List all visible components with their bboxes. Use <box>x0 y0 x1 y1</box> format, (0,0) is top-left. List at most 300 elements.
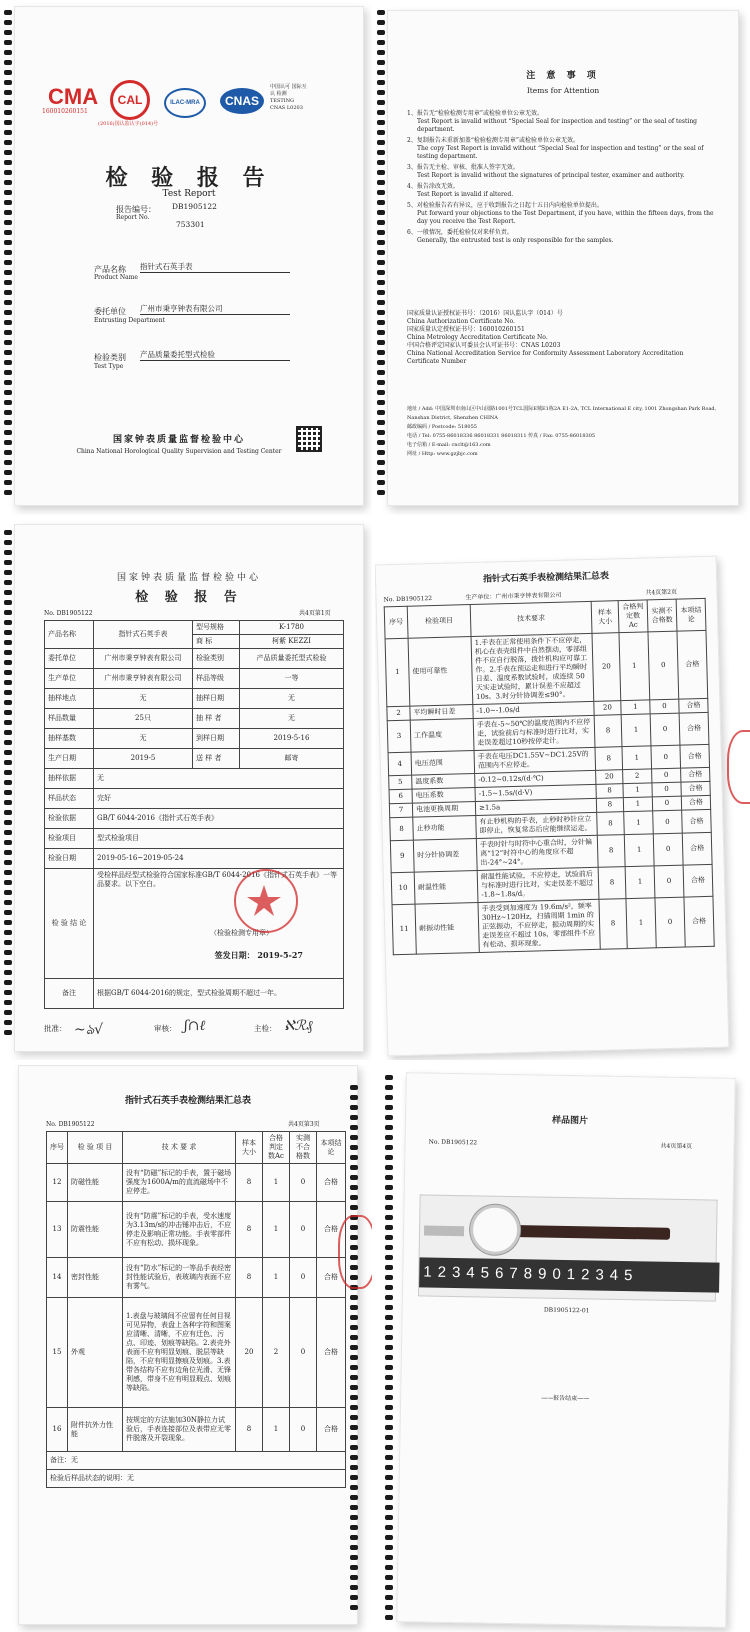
attention-title-en: Items for Attention <box>526 86 600 95</box>
field-value: 广州市秉亨钟表有限公司 <box>94 669 193 689</box>
table-row <box>47 1452 346 1470</box>
attention-page <box>387 10 739 506</box>
table-cell: 有止秒机构的手表，止秒时秒针应立即停止，恢复常态后应能继续运走。 <box>476 812 598 838</box>
sample-caption: DB1905122-01 <box>543 1306 590 1315</box>
field-value: 2019-5-16 <box>240 729 344 749</box>
table-row <box>45 829 344 849</box>
column-header: 合格判定数Ac <box>263 1132 290 1164</box>
sample-page-count: 共4页第4页 <box>660 1142 693 1151</box>
binding-spiral <box>4 530 14 1040</box>
table-row <box>45 809 344 829</box>
attention-item: Test Report is invalid without the signatures of principal tester, examiner and authority. <box>417 172 685 179</box>
watch-face <box>470 1204 521 1255</box>
attention-title: 注 意 事 项 <box>526 71 600 81</box>
field-label: 抽样基数 <box>45 729 94 749</box>
report-no-label: 报告编号： <box>116 205 156 214</box>
sample-page <box>396 1072 736 1628</box>
report-no-value: DB1905122 <box>172 202 217 211</box>
table-cell: 6 <box>389 789 412 804</box>
table-cell: 0 <box>290 1202 317 1258</box>
column-header: 检 验 项 目 <box>68 1132 123 1164</box>
field-value: 指针式石英手表 <box>94 621 193 649</box>
field-value: 一等 <box>240 669 344 689</box>
field-label: 生产单位 <box>45 669 94 689</box>
table-cell: 0 <box>650 713 680 746</box>
table-cell: 16 <box>47 1408 68 1452</box>
table-cell: 工作温度 <box>410 719 474 753</box>
cma-number: 160010260151 <box>42 108 88 115</box>
table-cell: 合格 <box>682 832 712 865</box>
table-cell: 8 <box>236 1164 263 1202</box>
table-row <box>45 649 344 669</box>
report-no-en: Report No. <box>116 214 150 221</box>
sample-image <box>418 1194 718 1301</box>
cma-logo: CMA <box>48 84 99 109</box>
product-name-value: 指针式石英手表 <box>140 262 290 273</box>
field-label: 样品等级 <box>193 669 240 689</box>
table-cell: 0 <box>650 699 679 714</box>
table-cell: 20 <box>236 1298 263 1408</box>
table-cell: 时分针协调差 <box>413 838 477 872</box>
remark-cell: 备注：无 <box>47 1452 346 1470</box>
summary2-page-count: 共4页第3页 <box>288 1121 320 1128</box>
table-cell: 合格 <box>681 795 710 810</box>
table-cell: 0 <box>290 1298 317 1408</box>
attention-item: The copy Test Report is invalid without “Special Seal for inspection and testing” or the seal of testing department. <box>417 145 704 160</box>
attention-photo <box>375 0 750 515</box>
field-label: 抽样地点 <box>45 689 94 709</box>
binding-spiral <box>350 1085 360 1615</box>
sample-photo <box>375 1065 750 1632</box>
table-cell: 14 <box>47 1258 68 1298</box>
table-row <box>47 1202 346 1258</box>
table-cell: 8 <box>597 835 625 868</box>
table-cell: 20 <box>592 633 621 702</box>
ruler: 123456789012345 <box>419 1257 719 1292</box>
cover-page <box>14 6 364 506</box>
table-cell: 合格 <box>681 767 710 782</box>
report-page-count: 共4页第1页 <box>299 610 331 617</box>
table-row <box>45 749 344 769</box>
product-name-label: 产品名称 <box>94 265 126 274</box>
table-cell: 手表时针与时符中心重合时，分针偏离“12”时符中心的角度应不超出-24°~24°。 <box>476 835 598 870</box>
cover-title-en: Test Report <box>162 189 216 199</box>
center-name: 国家钟表质量监督检验中心 <box>112 435 245 445</box>
table-cell: 没有“防磁”标记的手表，置于磁场强度为1600A/m的直流磁场中不应停走。 <box>123 1164 236 1202</box>
table-cell: 7 <box>389 803 412 818</box>
table-cell: 2 <box>387 706 410 721</box>
table-cell: 合格 <box>679 712 709 745</box>
report-table <box>44 620 344 1009</box>
table-cell: 手表在-5~50℃的温度范围内不应停走，试验前后与标准时进行比对，实走误差超过10秒按停走计。 <box>473 715 595 750</box>
table-cell: 8 <box>390 817 414 841</box>
table-cell: 防震性能 <box>68 1202 123 1258</box>
table-cell: 合格 <box>317 1202 346 1258</box>
field-value: 无 <box>94 729 193 749</box>
table-cell: 2 <box>623 769 652 784</box>
table-row <box>47 1298 346 1408</box>
table-cell: -0.12~0.12s/(d·℃) <box>475 770 596 787</box>
report-end: ——报告结束—— <box>541 1394 590 1403</box>
table-cell: 合格 <box>317 1258 346 1298</box>
table-cell: 20 <box>596 770 623 785</box>
table-cell: 0 <box>653 833 683 866</box>
table-row <box>392 896 714 954</box>
table-cell: 电压范围 <box>411 751 475 776</box>
test-type-en: Test Type <box>94 363 124 370</box>
table-row <box>45 979 344 1009</box>
cal-number: (2016)国认监认字(014)号 <box>98 121 159 127</box>
attention-item: 1、报告无“检验检测专用章”或检验单位公章无效。 <box>407 110 543 117</box>
edge-seal <box>338 1215 372 1289</box>
field-value: 邮寄 <box>240 749 344 769</box>
table-row <box>45 669 344 689</box>
attention-item: 6、一般情况，委托检验仅对来样负责。 <box>407 229 513 236</box>
review-signature: ʃ∩ℓ <box>184 1018 206 1034</box>
table-cell: 20 <box>594 701 621 716</box>
field-label: 产品名称 <box>45 621 94 649</box>
table-cell: 使用可靠性 <box>408 637 473 707</box>
attention-item: Put forward your objections to the Test Department, if you have, within the fifteen days, from the day you receive the Test Report. <box>417 210 714 225</box>
table-cell: 1.手表在正常使用条件下不应停走，机心在表壳组件中自然摆动，零部组件不应自行脱落，拨针机构应可靠工作。2.手表在预运走和进行平均瞬时日差、温度系数试验时，成连续 50 天实走试验时，累计误差不应超过 10s。3.时分针协调差≤90°。 <box>471 633 594 704</box>
table-cell: 合格 <box>317 1408 346 1452</box>
summary2-title: 指针式石英手表检测结果汇总表 <box>124 1096 251 1106</box>
table-cell: 1 <box>263 1408 290 1452</box>
summary1-table <box>384 598 715 955</box>
attention-item: 3、报告无主检、审核、批准人签字无效。 <box>407 164 519 171</box>
certificate-line: China Authorization Certificate No. <box>407 318 515 325</box>
column-header: 样本大小 <box>591 601 619 634</box>
table-cell: 没有“防震”标记的手表，受水速度为3.13m/s的冲击锤冲击后，不应停走及影响正常功能。手表零部件不应有松动、损坏现象。 <box>123 1202 236 1258</box>
table-cell: 1 <box>625 866 655 899</box>
table-cell: 1 <box>263 1258 290 1298</box>
report-number: No. DB1905122 <box>44 610 93 617</box>
table-cell: 附件抗外力性能 <box>68 1408 123 1452</box>
table-cell: 8 <box>596 784 623 799</box>
column-header: 实测不合格数 <box>647 599 677 632</box>
field-value: GB/T 6044-2016《指针式石英手表》 <box>94 809 344 829</box>
table-cell: 11 <box>392 904 416 955</box>
table-row <box>45 621 344 635</box>
field-label: 到样日期 <box>193 729 240 749</box>
table-cell: 8 <box>594 715 622 748</box>
table-cell: 合格 <box>684 896 714 947</box>
stamp-note: （检验检测专用章） <box>210 929 273 937</box>
table-cell: 手表受到加速度为 19.6m/s²，频率 30Hz~120Hz，扫描周期 1min 的正弦振动，不应停走，振动周期的实走误差应不超过 10s，零部组件不应有松动、损坏现象。 <box>478 899 600 952</box>
table-cell: 1 <box>619 632 650 701</box>
table-cell: 合格 <box>680 744 710 768</box>
table-cell: 9 <box>390 840 414 873</box>
summary1-photo <box>375 520 750 1060</box>
table-cell: 耐温性能试验，不应停走，试验前后与标准时进行比对，实走误差不超过 -1.8~1.8s/d。 <box>477 867 599 902</box>
summary1-title: 指针式石英手表检测结果汇总表 <box>482 571 610 585</box>
table-row <box>45 769 344 789</box>
table-cell: 0 <box>290 1164 317 1202</box>
table-cell: 电压系数 <box>412 788 475 804</box>
certificate-line: 中国合格评定国家认可委员会认可证书号：CNAS L0203 <box>407 342 561 349</box>
cnas-logo: CNAS <box>220 88 264 114</box>
ilac-logo: ILAC-MRA <box>164 88 206 118</box>
certificate-line: China National Accreditation Service for Conformity Assessment Laboratory Accreditation Certificate Number <box>407 350 684 365</box>
contact-info <box>407 405 717 459</box>
summary2-number: No. DB1905122 <box>46 1121 95 1128</box>
center-name-en: China National Horological Quality Supervision and Testing Center <box>76 448 282 455</box>
test-type-label: 检验类别 <box>94 353 126 362</box>
field-label: 检验依据 <box>45 809 94 829</box>
field-value: 无 <box>94 769 344 789</box>
table-cell: 合格 <box>317 1298 346 1408</box>
table-cell: 平均瞬时日差 <box>410 705 473 721</box>
qr-code <box>296 426 322 452</box>
entrusting-en: Entrusting Department <box>94 317 165 324</box>
report-center: 国家钟表质量监督检验中心 <box>116 573 261 583</box>
field-label: 商 标 <box>193 635 240 649</box>
attention-item: 2、复制报告未重新加盖“检验检测专用章”或检验单位公章无效。 <box>407 137 579 144</box>
column-header: 技 术 要 求 <box>123 1132 236 1164</box>
report-title: 检 验 报 告 <box>135 590 243 605</box>
field-value: 无 <box>240 709 344 729</box>
field-label: 抽样依据 <box>45 769 94 789</box>
cover-photo <box>0 0 372 515</box>
table-cell: 12 <box>47 1164 68 1202</box>
field-value: 完好 <box>94 789 344 809</box>
table-cell: 5 <box>389 775 412 790</box>
summary1-producer: 生产单位：广州市秉亨钟表有限公司 <box>465 591 562 602</box>
certificate-line: China Metrology Accreditation Certificate No. <box>407 334 548 341</box>
table-row <box>45 729 344 749</box>
table-row <box>47 1164 346 1202</box>
table-cell: 15 <box>47 1298 68 1408</box>
field-label: 生产日期 <box>45 749 94 769</box>
column-header: 序号 <box>47 1132 68 1164</box>
table-cell: 0 <box>652 796 681 811</box>
table-cell: 密封性能 <box>68 1258 123 1298</box>
table-cell: 0 <box>652 768 681 783</box>
table-cell: 没有“防水”标记的一等品手表经密封性能试验后，表玻璃内表面不应有雾气。 <box>123 1258 236 1298</box>
table-cell: 耐温性能 <box>414 870 478 904</box>
table-cell: 1.表盘与玻璃间不应留有任何目视可见异物，表盘上各种字符和图案应清晰、清晰，不应有迁色、污点、印迹、划痕等缺陷。2.表壳外表面不应有明显划痕、脱层等缺陷，不应有明显擦痕及划痕。3.表带各结构不应有边角位光滑、无锋利感，带身不应有明显瑕点、划痕等缺陷。 <box>123 1298 236 1408</box>
edge-seal <box>727 730 750 804</box>
field-value: K-1780 <box>240 621 344 635</box>
column-header: 技术要求 <box>470 601 592 636</box>
field-value: 无 <box>94 689 193 709</box>
field-value: 25只 <box>94 709 193 729</box>
table-cell: 合格 <box>683 864 713 897</box>
approve-signature: ~ঌ√ <box>74 1022 104 1038</box>
review-label: 审核： <box>154 1024 177 1033</box>
table-cell: 1 <box>621 714 651 747</box>
table-cell: 0 <box>290 1408 317 1452</box>
field-value: 型式检验项目 <box>94 829 344 849</box>
table-cell: 合格 <box>677 630 708 699</box>
table-cell: 8 <box>596 798 623 813</box>
attention-item: Generally, the entrusted test is only responsible for the samples. <box>417 237 614 244</box>
table-cell: 1 <box>623 797 652 812</box>
conclusion-text: 受检样品经型式检验符合国家标准GB/T 6044-2016《指针式石英手表》一等品要求。以下空白。 <box>97 871 337 888</box>
attention-list <box>407 110 717 245</box>
table-cell: 1 <box>623 783 652 798</box>
certificate-list <box>407 310 717 366</box>
table-cell: 外观 <box>68 1298 123 1408</box>
column-header: 检验项目 <box>407 605 471 639</box>
field-label: 送 样 者 <box>193 749 240 769</box>
table-cell: 防磁性能 <box>68 1164 123 1202</box>
field-value: 广州市秉亨钟表有限公司 <box>94 649 193 669</box>
binding-spiral <box>4 10 14 500</box>
table-cell: 1 <box>263 1164 290 1202</box>
chief-label: 主检： <box>254 1024 277 1033</box>
approve-label: 批准： <box>44 1024 67 1033</box>
field-value: 产品质量委托型式检验 <box>240 649 344 669</box>
telephone: 电话 / Tel: 0755-86018336 86018331 86018311 传真 / Fax: 0755-86018305 <box>407 433 596 439</box>
serial-number: 753301 <box>176 220 205 229</box>
table-cell: 1 <box>263 1202 290 1258</box>
table-cell: 0 <box>290 1258 317 1298</box>
summary2-photo <box>0 1065 372 1632</box>
table-cell: 1 <box>622 746 652 770</box>
summary1-page-count: 共4页第2页 <box>645 588 678 597</box>
summary1-page <box>375 556 729 1057</box>
field-value: 柯紫 KEZZI <box>240 635 344 649</box>
table-row <box>385 630 708 706</box>
field-label: 检验日期 <box>45 849 94 869</box>
binding-spiral <box>385 1075 395 1625</box>
field-label: 抽样日期 <box>193 689 240 709</box>
table-row <box>45 849 344 869</box>
sample-state-cell: 检验后样品状态的说明：无 <box>47 1470 346 1488</box>
table-cell: 10 <box>391 872 415 905</box>
table-cell: 电池更换周期 <box>412 802 475 818</box>
note-label: 备注 <box>45 979 94 1009</box>
conclusion-cell <box>94 869 344 979</box>
table-header <box>47 1132 346 1164</box>
table-cell: 1 <box>621 700 650 715</box>
table-cell: 0 <box>652 782 681 797</box>
postcode: 邮政编码 / Postcode: 518055 <box>407 424 477 430</box>
product-name-en: Product Name <box>94 274 138 281</box>
field-value: 2019-05-16~2019-05-24 <box>94 849 344 869</box>
field-label: 抽 样 者 <box>193 709 240 729</box>
table-row <box>45 709 344 729</box>
table-cell: 0 <box>651 745 681 769</box>
column-header: 序号 <box>384 606 408 639</box>
table-cell: 0 <box>648 631 679 700</box>
table-cell: -1.0~-1.0s/d <box>473 701 594 718</box>
table-cell: 1 <box>626 898 656 949</box>
table-cell: -1.5~1.5s/(d·V) <box>475 784 596 801</box>
sample-title: 样品图片 <box>551 1115 589 1127</box>
note-text: 根据GB/T 6044-2016的规定，型式检验周期不超过一年。 <box>94 979 344 1009</box>
star-icon <box>236 871 296 931</box>
watch-strap-left <box>424 1226 464 1237</box>
table-row <box>45 789 344 809</box>
table-cell: 耐振动性能 <box>415 902 479 954</box>
table-cell: 13 <box>47 1202 68 1258</box>
attention-item: 5、对检验报告若有异议，应于收到报告之日起十五日内向检验单位提出。 <box>407 202 603 209</box>
summary1-number: No. DB1905122 <box>383 595 433 604</box>
table-cell: 按规定的方法施加30N静拉力试验后，手表连接部位及表带应无零件脱落及开裂现象。 <box>123 1408 236 1452</box>
summary2-table <box>46 1131 346 1488</box>
field-label: 委托单位 <box>45 649 94 669</box>
table-cell: 温度系数 <box>412 774 475 790</box>
table-cell: 0 <box>654 865 684 898</box>
certificate-line: 国家质量认定授权证书号：160010260151 <box>407 326 525 333</box>
field-value: 2019-5 <box>94 749 193 769</box>
table-cell: 手表在电压DC1.55V~DC1.25V的范围内不应停走。 <box>474 747 596 773</box>
column-header: 本项结论 <box>676 598 706 631</box>
table-row <box>45 689 344 709</box>
field-label: 样品数量 <box>45 709 94 729</box>
table-cell: 止秒功能 <box>413 816 477 841</box>
cal-logo: CAL <box>110 80 150 120</box>
cover-title: 检 验 报 告 <box>105 165 273 191</box>
table-cell: 合格 <box>317 1164 346 1202</box>
table-cell: 8 <box>236 1202 263 1258</box>
table-cell: 1 <box>624 811 654 835</box>
table-cell: 1 <box>385 638 410 707</box>
table-row <box>47 1470 346 1488</box>
report-photo <box>0 520 372 1060</box>
summary2-page <box>18 1065 358 1625</box>
table-cell: 合格 <box>679 698 708 713</box>
table-row <box>47 1258 346 1298</box>
attention-item: Test Report is invalid without “Special Seal for inspection and testing” or the seal of testing department. <box>417 118 698 133</box>
table-cell: 合格 <box>681 781 710 796</box>
table-cell: ≥1.5a <box>475 798 596 815</box>
attention-item: 4、报告涂改无效。 <box>407 183 459 190</box>
table-cell: 8 <box>599 899 627 950</box>
field-value: 无 <box>240 689 344 709</box>
table-cell: 3 <box>387 720 411 753</box>
attention-item: Test Report is invalid if altered. <box>417 191 514 198</box>
table-cell: 合格 <box>682 809 712 833</box>
column-header: 样本大小 <box>236 1132 263 1164</box>
table-row <box>45 869 344 979</box>
test-type-value: 产品质量委托型式检验 <box>140 350 290 361</box>
table-row <box>47 1408 346 1452</box>
entrusting-label: 委托单位 <box>94 307 126 316</box>
table-cell: 1 <box>624 834 654 867</box>
table-cell: 8 <box>236 1408 263 1452</box>
table-cell: 8 <box>597 812 625 836</box>
table-cell: 0 <box>653 810 683 834</box>
binding-spiral <box>377 10 387 500</box>
certificate-line: 国家质量认证授权证书号：（2016）国认监认字（014）号 <box>407 310 563 317</box>
table-cell: 0 <box>655 897 685 948</box>
sign-date: 签发日期： 2019-5-27 <box>214 950 303 960</box>
table-cell: 2 <box>263 1298 290 1408</box>
column-header: 合格判定数Ac <box>618 600 648 633</box>
address: 地址 / Add: 中国深圳市南山区中山园路1001号TCL国际E城E1栋2A E1-2A, TCL International E city, 1001 Zhongshan Park Road, Nanshan District, Shenzhen CHINA <box>407 406 717 421</box>
conclusion-label: 检 验 结 论 <box>45 869 94 979</box>
field-label: 样品状态 <box>45 789 94 809</box>
sample-number: No. DB1905122 <box>428 1138 478 1147</box>
field-label: 检验项目 <box>45 829 94 849</box>
table-cell: 8 <box>595 747 623 771</box>
field-label: 型号规格 <box>193 621 240 635</box>
website: 网址 / Http: www.gzjbjc.com <box>407 451 478 457</box>
chief-signature: ℵℛ₰ <box>284 1018 313 1034</box>
report-page <box>14 524 364 1052</box>
column-header: 本项结论 <box>317 1132 346 1164</box>
cnas-text: 中国认可 国际互认 检测 TESTING CNAS L0203 <box>270 84 307 111</box>
official-seal <box>234 869 298 933</box>
table-cell: 8 <box>598 867 626 900</box>
table-cell: 8 <box>236 1258 263 1298</box>
table-cell: 4 <box>388 752 412 776</box>
field-label: 检验类别 <box>193 649 240 669</box>
entrusting-value: 广州市秉亨钟表有限公司 <box>140 304 290 315</box>
